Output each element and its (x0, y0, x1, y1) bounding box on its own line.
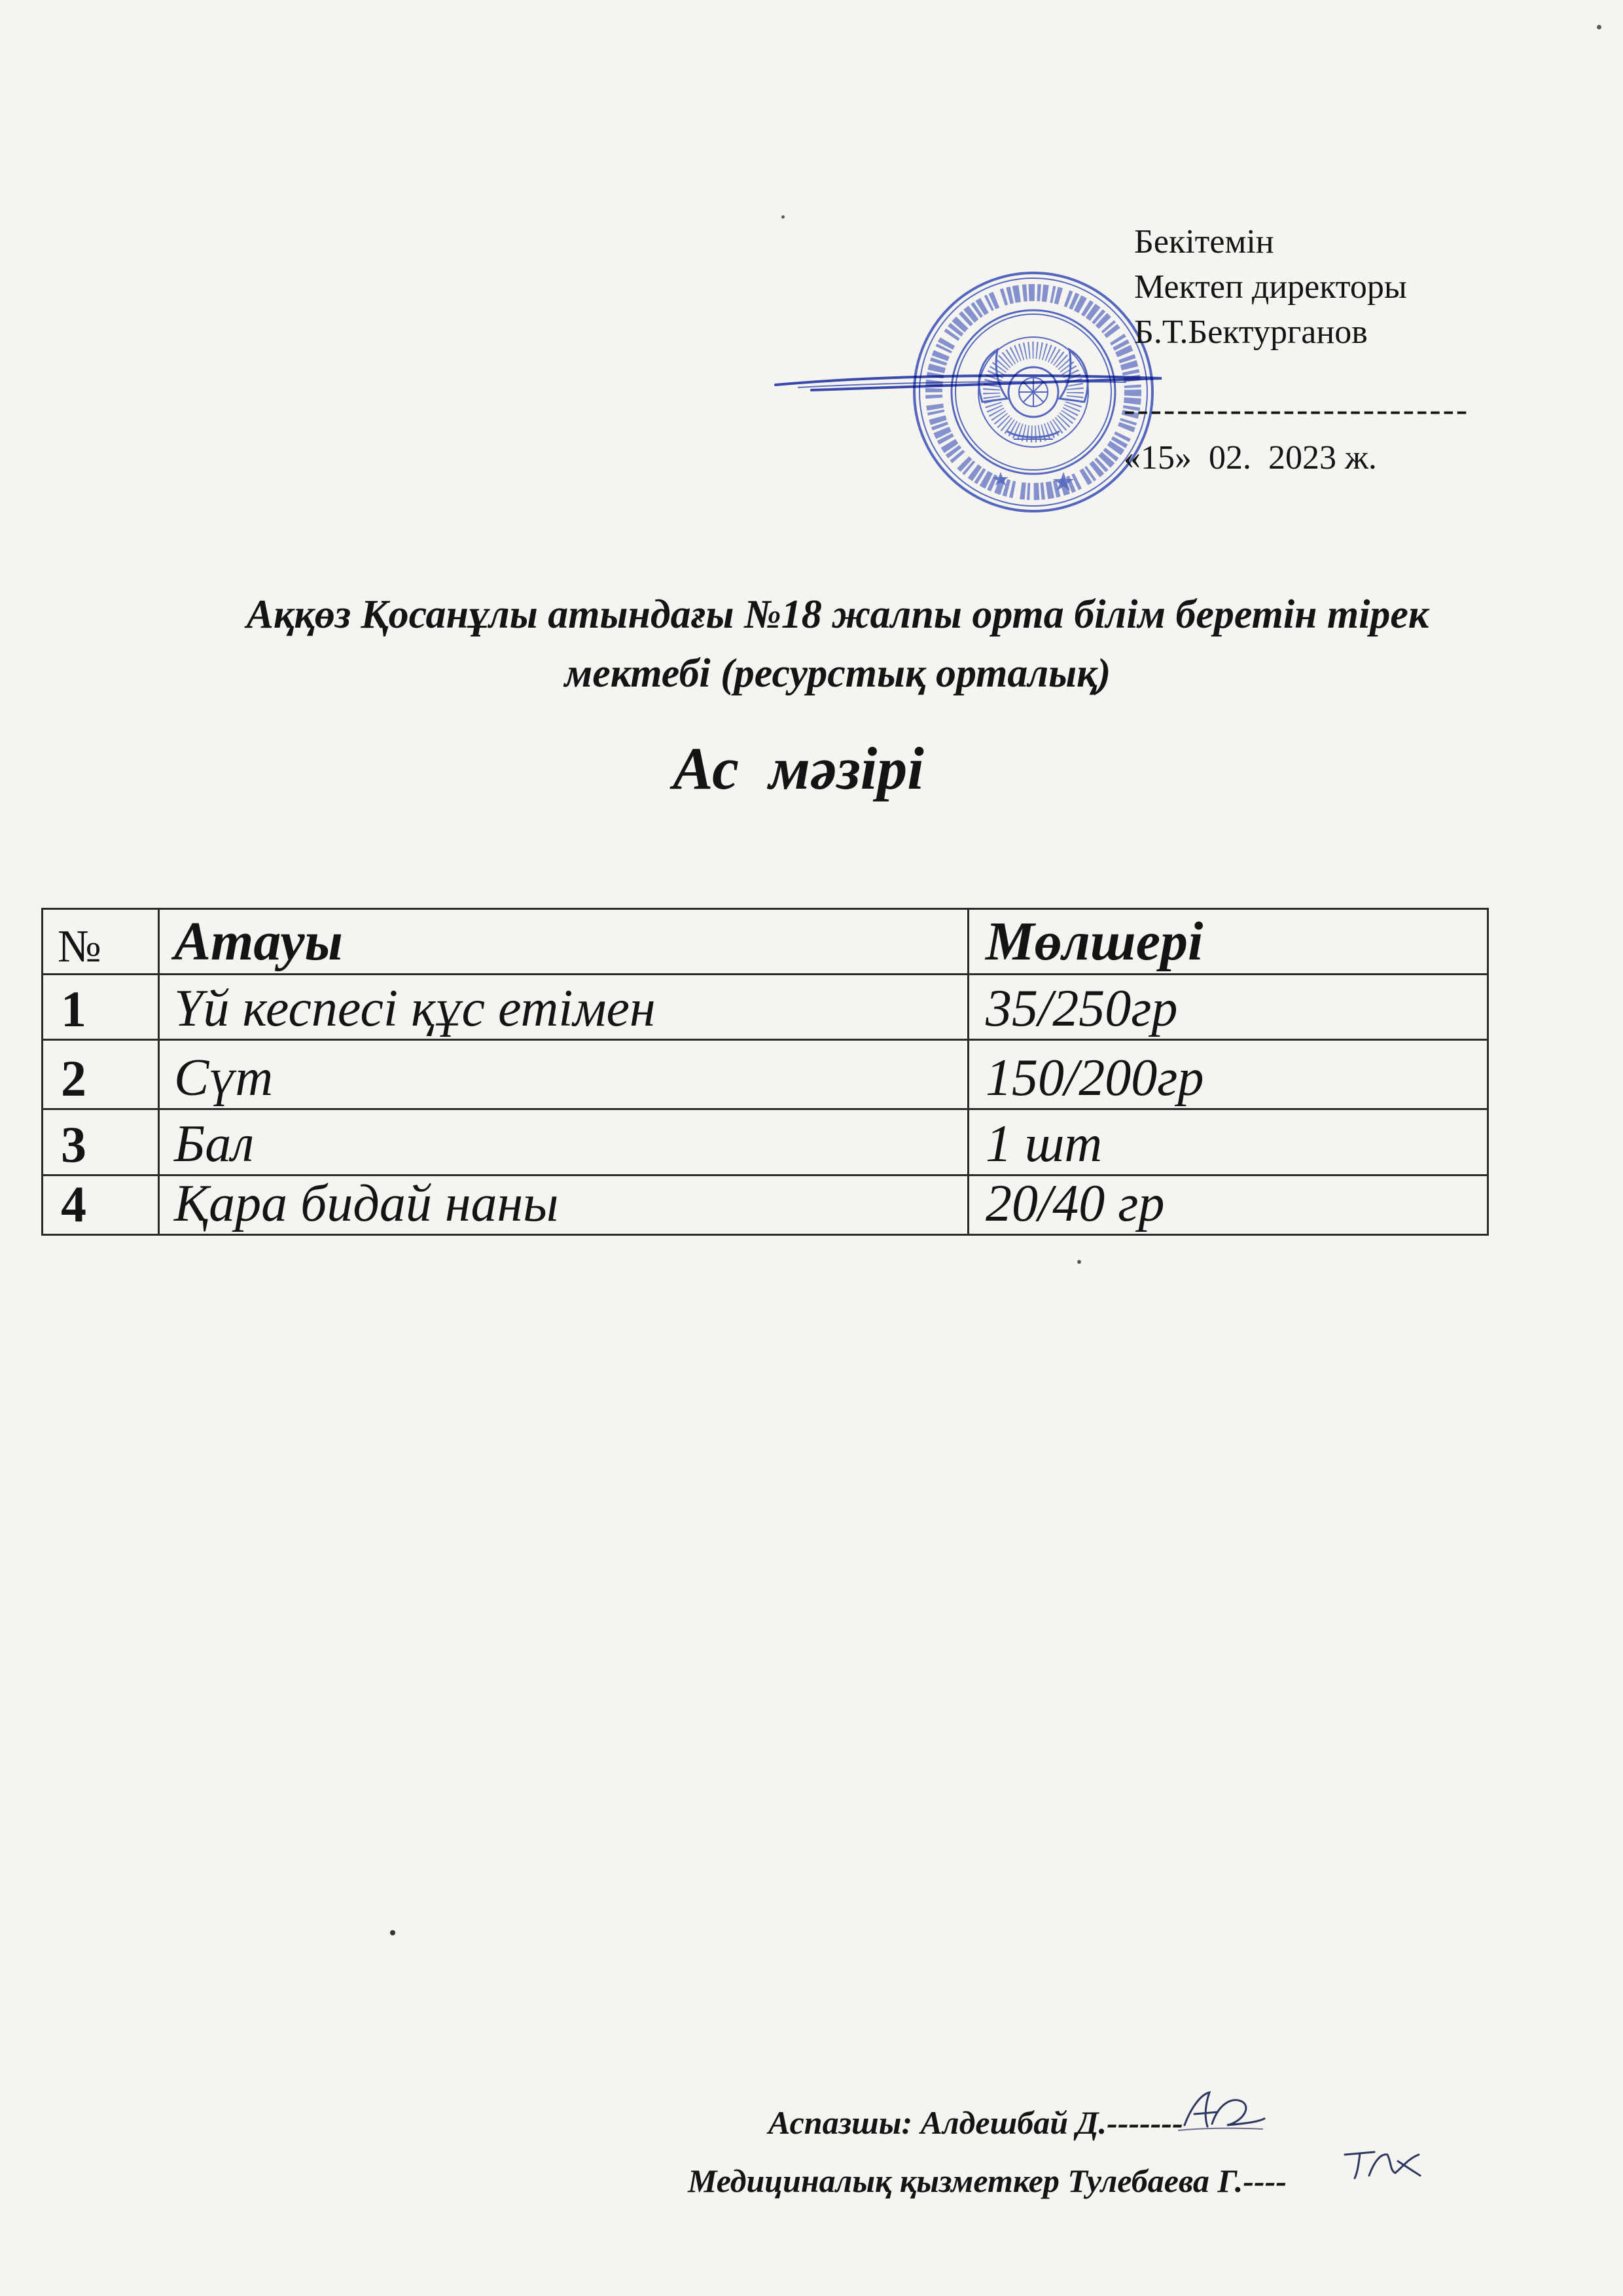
row-number: 3 (43, 1109, 159, 1175)
cook-signature-line: Аспазшы: Алдешбай Д.------- (768, 2104, 1183, 2141)
table-row (43, 1040, 1488, 1109)
header-number: № (43, 909, 159, 975)
header-quantity: Мөлшері (969, 909, 1488, 975)
row-number: 1 (43, 975, 159, 1040)
row-dish-name: Қара бидай наны (159, 1175, 969, 1235)
row-quantity: 150/200гр (969, 1040, 1488, 1109)
table-row (43, 1109, 1488, 1175)
row-quantity: 1 шт (969, 1109, 1488, 1175)
school-title (52, 585, 1623, 703)
header-name: Атауы (159, 909, 969, 975)
row-dish-name: Сүт (159, 1040, 969, 1109)
scan-speck (1597, 25, 1601, 29)
row-number: 4 (43, 1175, 159, 1235)
approval-signature-line: -------------------------- (1124, 391, 1470, 429)
page-title: Ас мәзірі (673, 735, 924, 802)
school-title-line-2: мектебі (ресурстық орталық) (564, 651, 1111, 696)
scan-speck (1077, 1260, 1081, 1264)
row-quantity: 20/40 гр (969, 1175, 1488, 1235)
table-row (43, 975, 1488, 1040)
medic-signature (1335, 2135, 1427, 2187)
approval-director-name: Б.Т.Бектурганов (1134, 314, 1368, 351)
row-number: 2 (43, 1040, 159, 1109)
cook-signature (1171, 2085, 1270, 2140)
approval-block (1134, 219, 1407, 355)
menu-table (41, 908, 1489, 1236)
scan-speck (390, 1930, 395, 1935)
approval-date: «15» 02. 2023 ж. (1124, 439, 1377, 476)
approval-title: Бекітемін (1134, 223, 1274, 260)
table-row (43, 1175, 1488, 1235)
row-dish-name: Бал (159, 1109, 969, 1175)
scan-speck (781, 215, 785, 219)
school-title-line-1: Аққөз Қосанұлы атындағы №18 жалпы орта білім беретін тірек (246, 592, 1429, 637)
medic-signature-line: Медициналық қызметкер Тулебаева Г.---- (688, 2162, 1287, 2199)
row-quantity: 35/250гр (969, 975, 1488, 1040)
table-header-row (43, 909, 1488, 975)
approval-position: Мектеп директоры (1134, 268, 1407, 306)
row-dish-name: Үй кеспесі құс етімен (159, 975, 969, 1040)
